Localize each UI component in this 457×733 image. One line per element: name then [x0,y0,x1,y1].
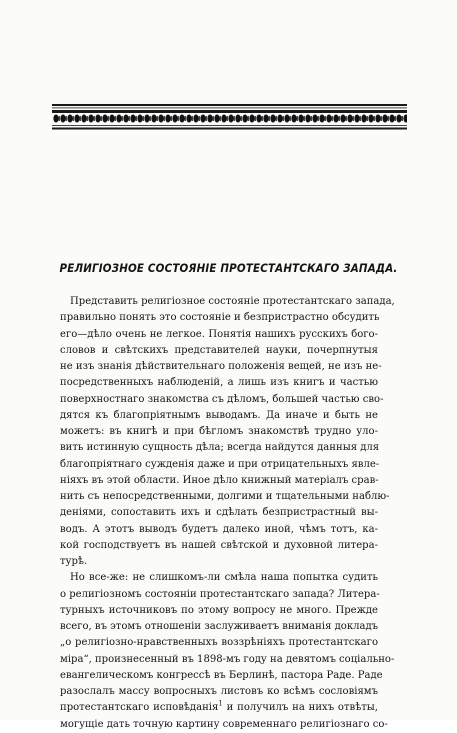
ornament-bead [109,115,114,123]
ornament-bead [333,115,338,123]
ornament-stem [283,116,284,121]
ornament-bead [172,115,177,123]
text-line: турныхъ источниковъ по этому вопросу не много. Прежде [60,604,378,616]
ornament-stem [87,116,88,121]
text-line: Представить религіозное состояніе протестантскаго запада, [70,296,395,307]
ornament-bead [284,115,289,123]
text-line: деніями, сопоставить ихъ и сдѣлать безпристрастный вы- [60,507,378,519]
ornament-bead [186,115,191,123]
text-line: вить истинную сущность дѣла; всегда найдутся данныя для [60,442,380,454]
ornament-bead [403,115,407,123]
ornament-stem [255,116,256,121]
text-line: кой господствуетъ въ нашей свѣтской и духовной литера- [60,539,378,551]
ornament-stem [129,116,130,121]
ornament-stem [150,116,151,121]
ornament-stem [122,116,123,121]
ornament-stem [143,116,144,121]
ornament-stem [213,116,214,121]
ornament-stem [108,116,109,121]
ornament-stem [374,116,375,121]
ornament-stem [94,116,95,121]
ornament-bead [312,115,317,123]
ornament-stem [353,116,354,121]
ornament-bead [221,115,226,123]
ornament-bead [60,115,65,123]
text-line: могущіе дать точную картину современнаго религіознаго со- [60,718,388,730]
ornament-stem [192,116,193,121]
ornament-stem [178,116,179,121]
paragraph-1 [60,294,395,570]
ornament-bead [319,115,324,123]
ornament-stem [346,116,347,121]
text-line: благопріятнаго сужденія даже и при отрицательныхъ явле- [60,458,380,470]
ornament-bead [137,115,142,123]
ornament-bead [354,115,359,123]
ornament-bead [193,115,198,123]
chapter-title: РЕЛИГІОЗНОЕ СОСТОЯНІЕ ПРОТЕСТАНТСКАГО ЗАПАДА. [59,262,398,275]
ornament-stem [241,116,242,121]
ornament-bead [249,115,254,123]
ornament-bead [242,115,247,123]
ornament-bead [298,115,303,123]
ornament-bead [270,115,275,123]
ornament-stem [381,116,382,121]
ornament-bead [305,115,310,123]
ornament-stem [185,116,186,121]
ornament-stem [206,116,207,121]
ornament-stem [136,116,137,121]
ornament-stem [297,116,298,121]
text-line: протестантскаго исповѣданія$^1$ и получилъ на нихъ отвѣты, [60,699,379,714]
ornament-bead [214,115,219,123]
ornament-bead [396,115,401,123]
ornament-bead [382,115,387,123]
ornament-bead [158,115,163,123]
text-line: посредственныхъ наблюденій, а лишь изъ книгъ и частью [60,377,378,389]
ornament-stem [101,116,102,121]
text-line: всего, въ этомъ отношеніи заслуживаетъ вниманія докладъ [60,621,379,632]
paragraph-2 [60,570,395,733]
ornament-bead [389,115,394,123]
ornament-stem [164,116,165,121]
ornament-bead [200,115,205,123]
text-line: дятся къ благопріятнымъ выводамъ. Да иначе и быть не [60,409,378,421]
text-line: Но все-же: не слишкомъ-ли смѣла наша попытка судить [70,572,378,584]
ornament-stem [73,116,74,121]
ornament-bead [165,115,170,123]
ornament-stem [157,116,158,121]
ornament-bead [340,115,345,123]
text-line: разослалъ массу вопросныхъ листовъ ко всѣмъ сословіямъ [60,686,378,697]
ornament-bead [123,115,128,123]
ornament-bead [235,115,240,123]
ornament-bead [130,115,135,123]
text-line: водъ. А этотъ выводъ будетъ далеко иной, чѣмъ тотъ, ка- [60,523,378,535]
ornament-stem [276,116,277,121]
ornament-stem [262,116,263,121]
ornament-stem [339,116,340,121]
ornament-stem [388,116,389,121]
text-line: не изъ знанія дѣйствительнаго положенія вещей, не изъ не- [60,361,382,372]
ornament-bead [256,115,261,123]
ornament-stem [360,116,361,121]
body-text [60,294,395,733]
ornament-stem [290,116,291,121]
text-line: нить съ непосредственными, долгими и тщательными наблю- [60,491,390,502]
ornament-bead [228,115,233,123]
ornament-bead [263,115,268,123]
footnote-mark[interactable]: 1 [218,699,223,708]
text-line: евангелическомъ конгрессѣ въ Берлинѣ, пастора Раде. Раде [60,669,383,681]
ornament-stem [318,116,319,121]
ornament-stem [59,116,60,121]
ornament-bead [179,115,184,123]
ornament-stem [234,116,235,121]
text-line: міра“, произнесенный въ 1898-мъ году на девятомъ соціально- [60,653,395,665]
ornament-bead [144,115,149,123]
ornament-stem [220,116,221,121]
ornament-bead [53,115,58,123]
ornament-bead [326,115,331,123]
text-line-continuation: и получилъ на нихъ отвѣты, [222,702,379,714]
ornament-stem [248,116,249,121]
ornament-stem [395,116,396,121]
ornament-stem [80,116,81,121]
ornament-stem [199,116,200,121]
ornament-stem [367,116,368,121]
ornament-stem [332,116,333,121]
ornament-bead [375,115,380,123]
ornament-bead [347,115,352,123]
ornament-bead [116,115,121,123]
text-line: можетъ: въ книгѣ и при бѣгломъ знакомствѣ трудно уло- [60,426,378,437]
text-line: поверхностнаго знакомства съ дѣломъ, большей частью сво- [60,393,384,405]
ornament-bead [95,115,100,123]
text-line: ніяхъ въ этой области. Иное дѣло книжный матеріалъ срав- [60,474,379,486]
ornament-bead [88,115,93,123]
ornament-stem [325,116,326,121]
ornament-bead [277,115,282,123]
text-line: словов и свѣтскихъ представителей науки, почерпнутыя [60,344,378,356]
text-line: правильно понять это состояніе и безпристрастно обсудить [60,312,380,324]
ornament-bead [67,115,72,123]
ornament-bead [291,115,296,123]
ornament-bead [102,115,107,123]
ornament-bead [74,115,79,123]
text-line: о религіозномъ состояніи протестантскаго запада? Литера- [60,588,380,600]
ornament-bead [81,115,86,123]
text-line: его—дѣло очень не легкое. Понятія нашихъ русскихъ бого- [60,328,378,340]
ornament-bead [368,115,373,123]
ornament-bead [151,115,156,123]
ornament-stem [402,116,403,121]
ornament-stem [171,116,172,121]
ornament-stem [227,116,228,121]
ornament-bead [361,115,366,123]
ornament-stem [66,116,67,121]
ornament-stem [269,116,270,121]
ornament-stem [311,116,312,121]
text-line: „о религіозно-нравственныхъ воззрѣніяхъ протестантскаго [60,637,378,649]
ornament-bead [207,115,212,123]
ornament-stem [115,116,116,121]
text-line: турѣ. [60,556,88,567]
ornamental-header-band [52,104,407,130]
ornament-stem [304,116,305,121]
